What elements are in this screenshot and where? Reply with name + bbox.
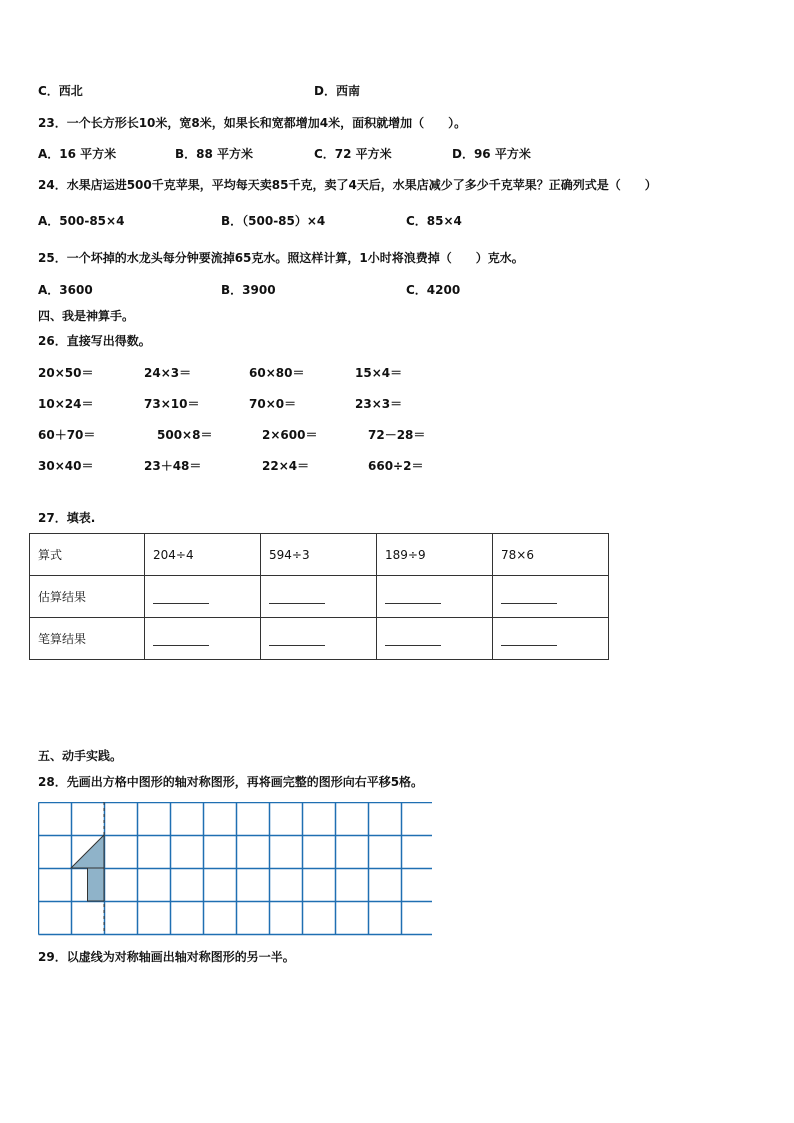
q24-option-c: C．85×4 xyxy=(406,214,462,228)
answer-blank[interactable] xyxy=(269,591,325,604)
answer-cell[interactable] xyxy=(145,576,261,618)
table-row xyxy=(30,534,609,576)
answer-cell[interactable] xyxy=(261,576,377,618)
row-label: 估算结果 xyxy=(30,576,145,618)
table-header-cell: 78×6 xyxy=(493,534,609,576)
q26-item: 60＋70＝ xyxy=(38,428,96,442)
table-header-cell: 594÷3 xyxy=(261,534,377,576)
q23-option-a: A．16 平方米 xyxy=(38,147,117,161)
q26-item: 60×80＝ xyxy=(249,366,305,380)
answer-cell[interactable] xyxy=(261,618,377,660)
answer-blank[interactable] xyxy=(153,591,209,604)
answer-blank[interactable] xyxy=(501,633,557,646)
answer-blank[interactable] xyxy=(269,633,325,646)
q26-item: 20×50＝ xyxy=(38,366,94,380)
shape-stem xyxy=(88,868,105,901)
answer-cell[interactable] xyxy=(377,576,493,618)
q23-option-b: B．88 平方米 xyxy=(175,147,254,161)
answer-blank[interactable] xyxy=(385,633,441,646)
q26-item: 15×4＝ xyxy=(355,366,403,380)
q26-item: 500×8＝ xyxy=(157,428,213,442)
q24-stem: 24．水果店运进500千克苹果，平均每天卖85千克，卖了4天后，水果店减少了多少千克苹果？正确列式是（ ） xyxy=(38,178,657,192)
q26-item: 2×600＝ xyxy=(262,428,318,442)
q24-option-a: A．500-85×4 xyxy=(38,214,125,228)
q26-item: 660÷2＝ xyxy=(368,459,424,473)
q25-option-c: C．4200 xyxy=(406,283,461,297)
shape-triangle xyxy=(71,835,104,868)
answer-blank[interactable] xyxy=(501,591,557,604)
q26-stem: 26．直接写出得数。 xyxy=(38,334,151,348)
q25-stem: 25．一个坏掉的水龙头每分钟要流掉65克水。照这样计算，1小时将浪费掉（ ）克水。 xyxy=(38,251,524,265)
answer-cell[interactable] xyxy=(145,618,261,660)
q26-item: 10×24＝ xyxy=(38,397,94,411)
q22-option-d: D．西南 xyxy=(314,84,360,98)
q26-item: 23＋48＝ xyxy=(144,459,202,473)
row-label: 笔算结果 xyxy=(30,618,145,660)
answer-blank[interactable] xyxy=(153,633,209,646)
table-header-cell: 算式 xyxy=(30,534,145,576)
q23-stem: 23．一个长方形长10米，宽8米，如果长和宽都增加4米，面积就增加（ ）。 xyxy=(38,116,467,130)
q26-item: 23×3＝ xyxy=(355,397,403,411)
answer-cell[interactable] xyxy=(493,618,609,660)
section-5-heading: 五、动手实践。 xyxy=(38,749,123,763)
answer-cell[interactable] xyxy=(377,618,493,660)
table-row xyxy=(30,618,609,660)
q24-option-b: B．（500-85）×4 xyxy=(221,214,326,228)
q26-item: 73×10＝ xyxy=(144,397,200,411)
q28-drawing-grid[interactable] xyxy=(38,802,432,936)
q26-item: 22×4＝ xyxy=(262,459,310,473)
q26-item: 24×3＝ xyxy=(144,366,192,380)
q29-stem: 29．以虚线为对称轴画出轴对称图形的另一半。 xyxy=(38,950,295,964)
answer-cell[interactable] xyxy=(493,576,609,618)
q27-stem: 27．填表. xyxy=(38,511,96,525)
q25-option-a: A．3600 xyxy=(38,283,93,297)
q26-item: 72－28＝ xyxy=(368,428,426,442)
table-header-cell: 189÷9 xyxy=(377,534,493,576)
table-row xyxy=(30,576,609,618)
q23-option-c: C．72 平方米 xyxy=(314,147,392,161)
q26-item: 70×0＝ xyxy=(249,397,297,411)
section-4-heading: 四、我是神算手。 xyxy=(38,309,135,323)
q27-table xyxy=(29,533,609,660)
q22-option-c: C．西北 xyxy=(38,84,83,98)
q25-option-b: B．3900 xyxy=(221,283,276,297)
answer-blank[interactable] xyxy=(385,591,441,604)
q23-option-d: D．96 平方米 xyxy=(452,147,531,161)
table-header-cell: 204÷4 xyxy=(145,534,261,576)
q26-item: 30×40＝ xyxy=(38,459,94,473)
q28-stem: 28．先画出方格中图形的轴对称图形，再将画完整的图形向右平移5格。 xyxy=(38,775,424,789)
